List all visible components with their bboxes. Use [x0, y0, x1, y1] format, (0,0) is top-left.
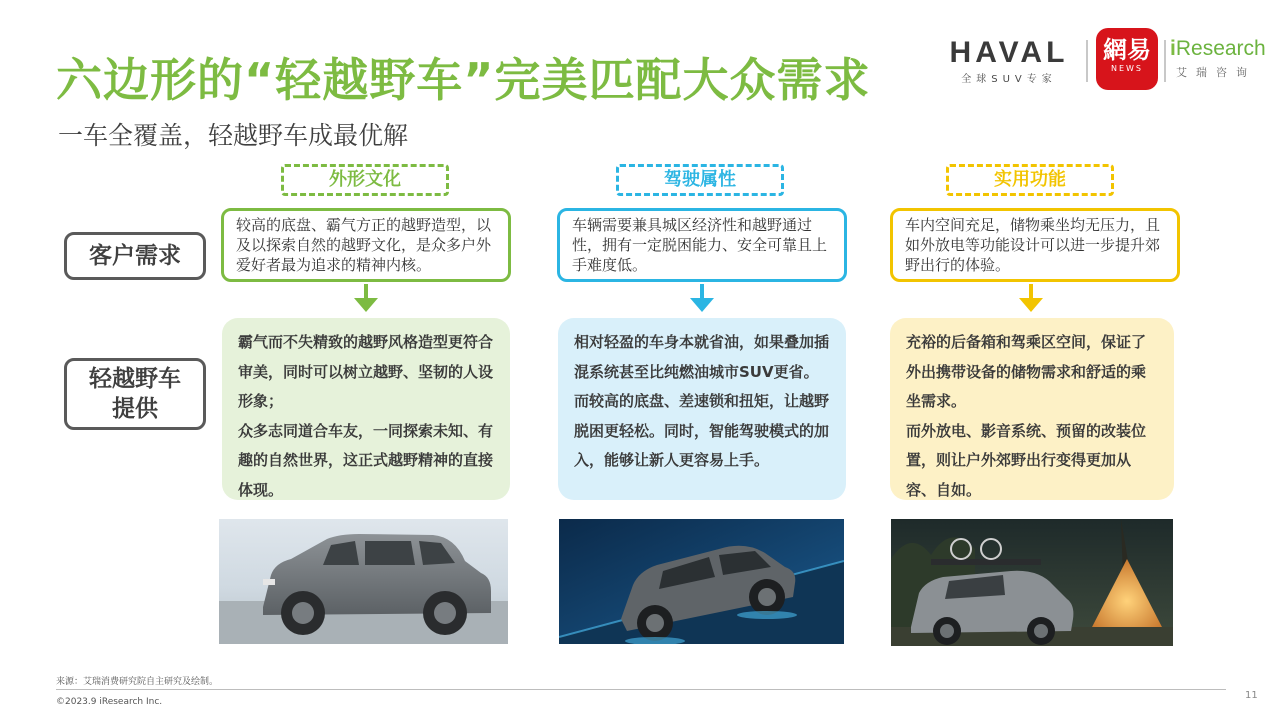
- page-number: 11: [1245, 690, 1258, 701]
- arrow-down-icon: [1019, 284, 1043, 312]
- copyright: ©2023.9 iResearch Inc.: [56, 697, 163, 707]
- column-heading-practical: 实用功能: [946, 164, 1114, 196]
- suv-climbing-photo: [559, 519, 844, 644]
- page-subtitle: 一车全覆盖，轻越野车成最优解: [58, 121, 409, 150]
- netease-logo: [1096, 28, 1158, 90]
- column-heading-driving: 驾驶属性: [616, 164, 784, 196]
- offer-box-practical: 充裕的后备箱和驾乘区空间，保证了外出携带设备的储物需求和舒适的乘坐需求。 而外放电、影音系统、预留的改装位置，则让户外郊野出行变得更加从容、自如。: [890, 318, 1174, 500]
- suv-camping-photo: [891, 519, 1173, 646]
- haval-logo-slogan: 全球SUV专家: [961, 74, 1057, 85]
- demand-box-appearance: 较高的底盘、霸气方正的越野造型，以及以探索自然的越野文化，是众多户外爱好者最为追求的精神内核。: [221, 208, 511, 282]
- arrow-down-icon: [690, 284, 714, 312]
- netease-logo-word: 網易: [1103, 36, 1151, 64]
- iresearch-logo-sub: 艾瑞咨询: [1176, 66, 1256, 79]
- row-label-offer-line2: 提供: [112, 396, 158, 422]
- iresearch-logo: [1170, 36, 1274, 80]
- netease-logo-sub: NEWS: [1110, 64, 1144, 73]
- row-label-offer: [64, 358, 206, 430]
- footer-divider: [56, 689, 1226, 690]
- demand-box-practical: 车内空间充足，储物乘坐均无压力，且如外放电等功能设计可以进一步提升郊野出行的体验。: [890, 208, 1180, 282]
- suv-side-photo: [219, 519, 508, 644]
- offer-box-appearance: 霸气而不失精致的越野风格造型更符合审美，同时可以树立越野、坚韧的人设形象； 众多志同道合车友，一同探索未知、有趣的自然世界，这正式越野精神的直接体现。: [222, 318, 510, 500]
- row-label-demand: 客户需求: [64, 232, 206, 280]
- offer-box-driving: 相对轻盈的车身本就省油，如果叠加插混系统甚至比纯燃油城市SUV更省。而较高的底盘、差速锁和扭矩，让越野脱困更轻松。同时，智能驾驶模式的加入，能够让新人更容易上手。: [558, 318, 846, 500]
- logo-divider: [1164, 40, 1166, 82]
- demand-box-driving: 车辆需要兼具城区经济性和越野通过性，拥有一定脱困能力、安全可靠且上手难度低。: [557, 208, 847, 282]
- source-note: 来源：艾瑞消费研究院自主研究及绘制。: [56, 677, 219, 687]
- haval-logo-word: HAVAL: [949, 36, 1069, 69]
- row-label-offer-line1: 轻越野车: [89, 366, 181, 392]
- iresearch-logo-i: i: [1170, 37, 1176, 60]
- haval-logo: [938, 38, 1080, 85]
- iresearch-logo-word: Research: [1175, 37, 1266, 60]
- column-heading-appearance: 外形文化: [281, 164, 449, 196]
- logo-divider: [1086, 40, 1088, 82]
- page-title: 六边形的“轻越野车”完美匹配大众需求: [56, 53, 871, 107]
- arrow-down-icon: [354, 284, 378, 312]
